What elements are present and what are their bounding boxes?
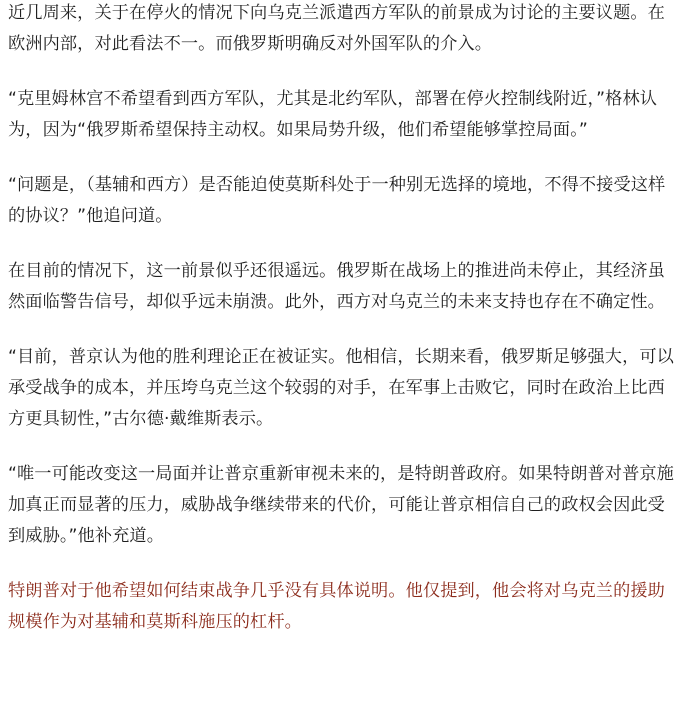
article-body — [8, 0, 674, 638]
paragraph-6: “唯一可能改变这一局面并让普京重新审视未来的，是特朗普政府。如果特朗普对普京施加真正而显著的压力，威胁战争继续带来的代价，可能让普京相信自己的政权会因此受到威胁。”他补充道。 — [8, 464, 674, 546]
paragraph-7-highlighted: 特朗普对于他希望如何结束战争几乎没有具体说明。他仅提到，他会将对乌克兰的援助规模作为对基辅和莫斯科施压的杠杆。 — [8, 581, 665, 632]
paragraph-3: “问题是，（基辅和西方）是否能迫使莫斯科处于一种别无选择的境地，不得不接受这样的协议？”他追问道。 — [8, 175, 666, 226]
paragraph-2: “克里姆林宫不希望看到西方军队，尤其是北约军队，部署在停火控制线附近，”格林认为，因为“俄罗斯希望保持主动权。如果局势升级，他们希望能够掌控局面。” — [8, 89, 658, 140]
paragraph-1: 近几周来，关于在停火的情况下向乌克兰派遣西方军队的前景成为讨论的主要议题。在欧洲内部，对此看法不一。而俄罗斯明确反对外国军队的介入。 — [8, 3, 665, 54]
paragraph-5: “目前，普京认为他的胜利理论正在被证实。他相信，长期来看，俄罗斯足够强大，可以承受战争的成本，并压垮乌克兰这个较弱的对手，在军事上击败它，同时在政治上比西方更具韧性，”古尔德·戴维斯表示。 — [8, 347, 674, 429]
paragraph-4: 在目前的情况下，这一前景似乎还很遥远。俄罗斯在战场上的推进尚未停止，其经济虽然面临警告信号，却似乎远未崩溃。此外，西方对乌克兰的未来支持也存在不确定性。 — [8, 261, 665, 312]
